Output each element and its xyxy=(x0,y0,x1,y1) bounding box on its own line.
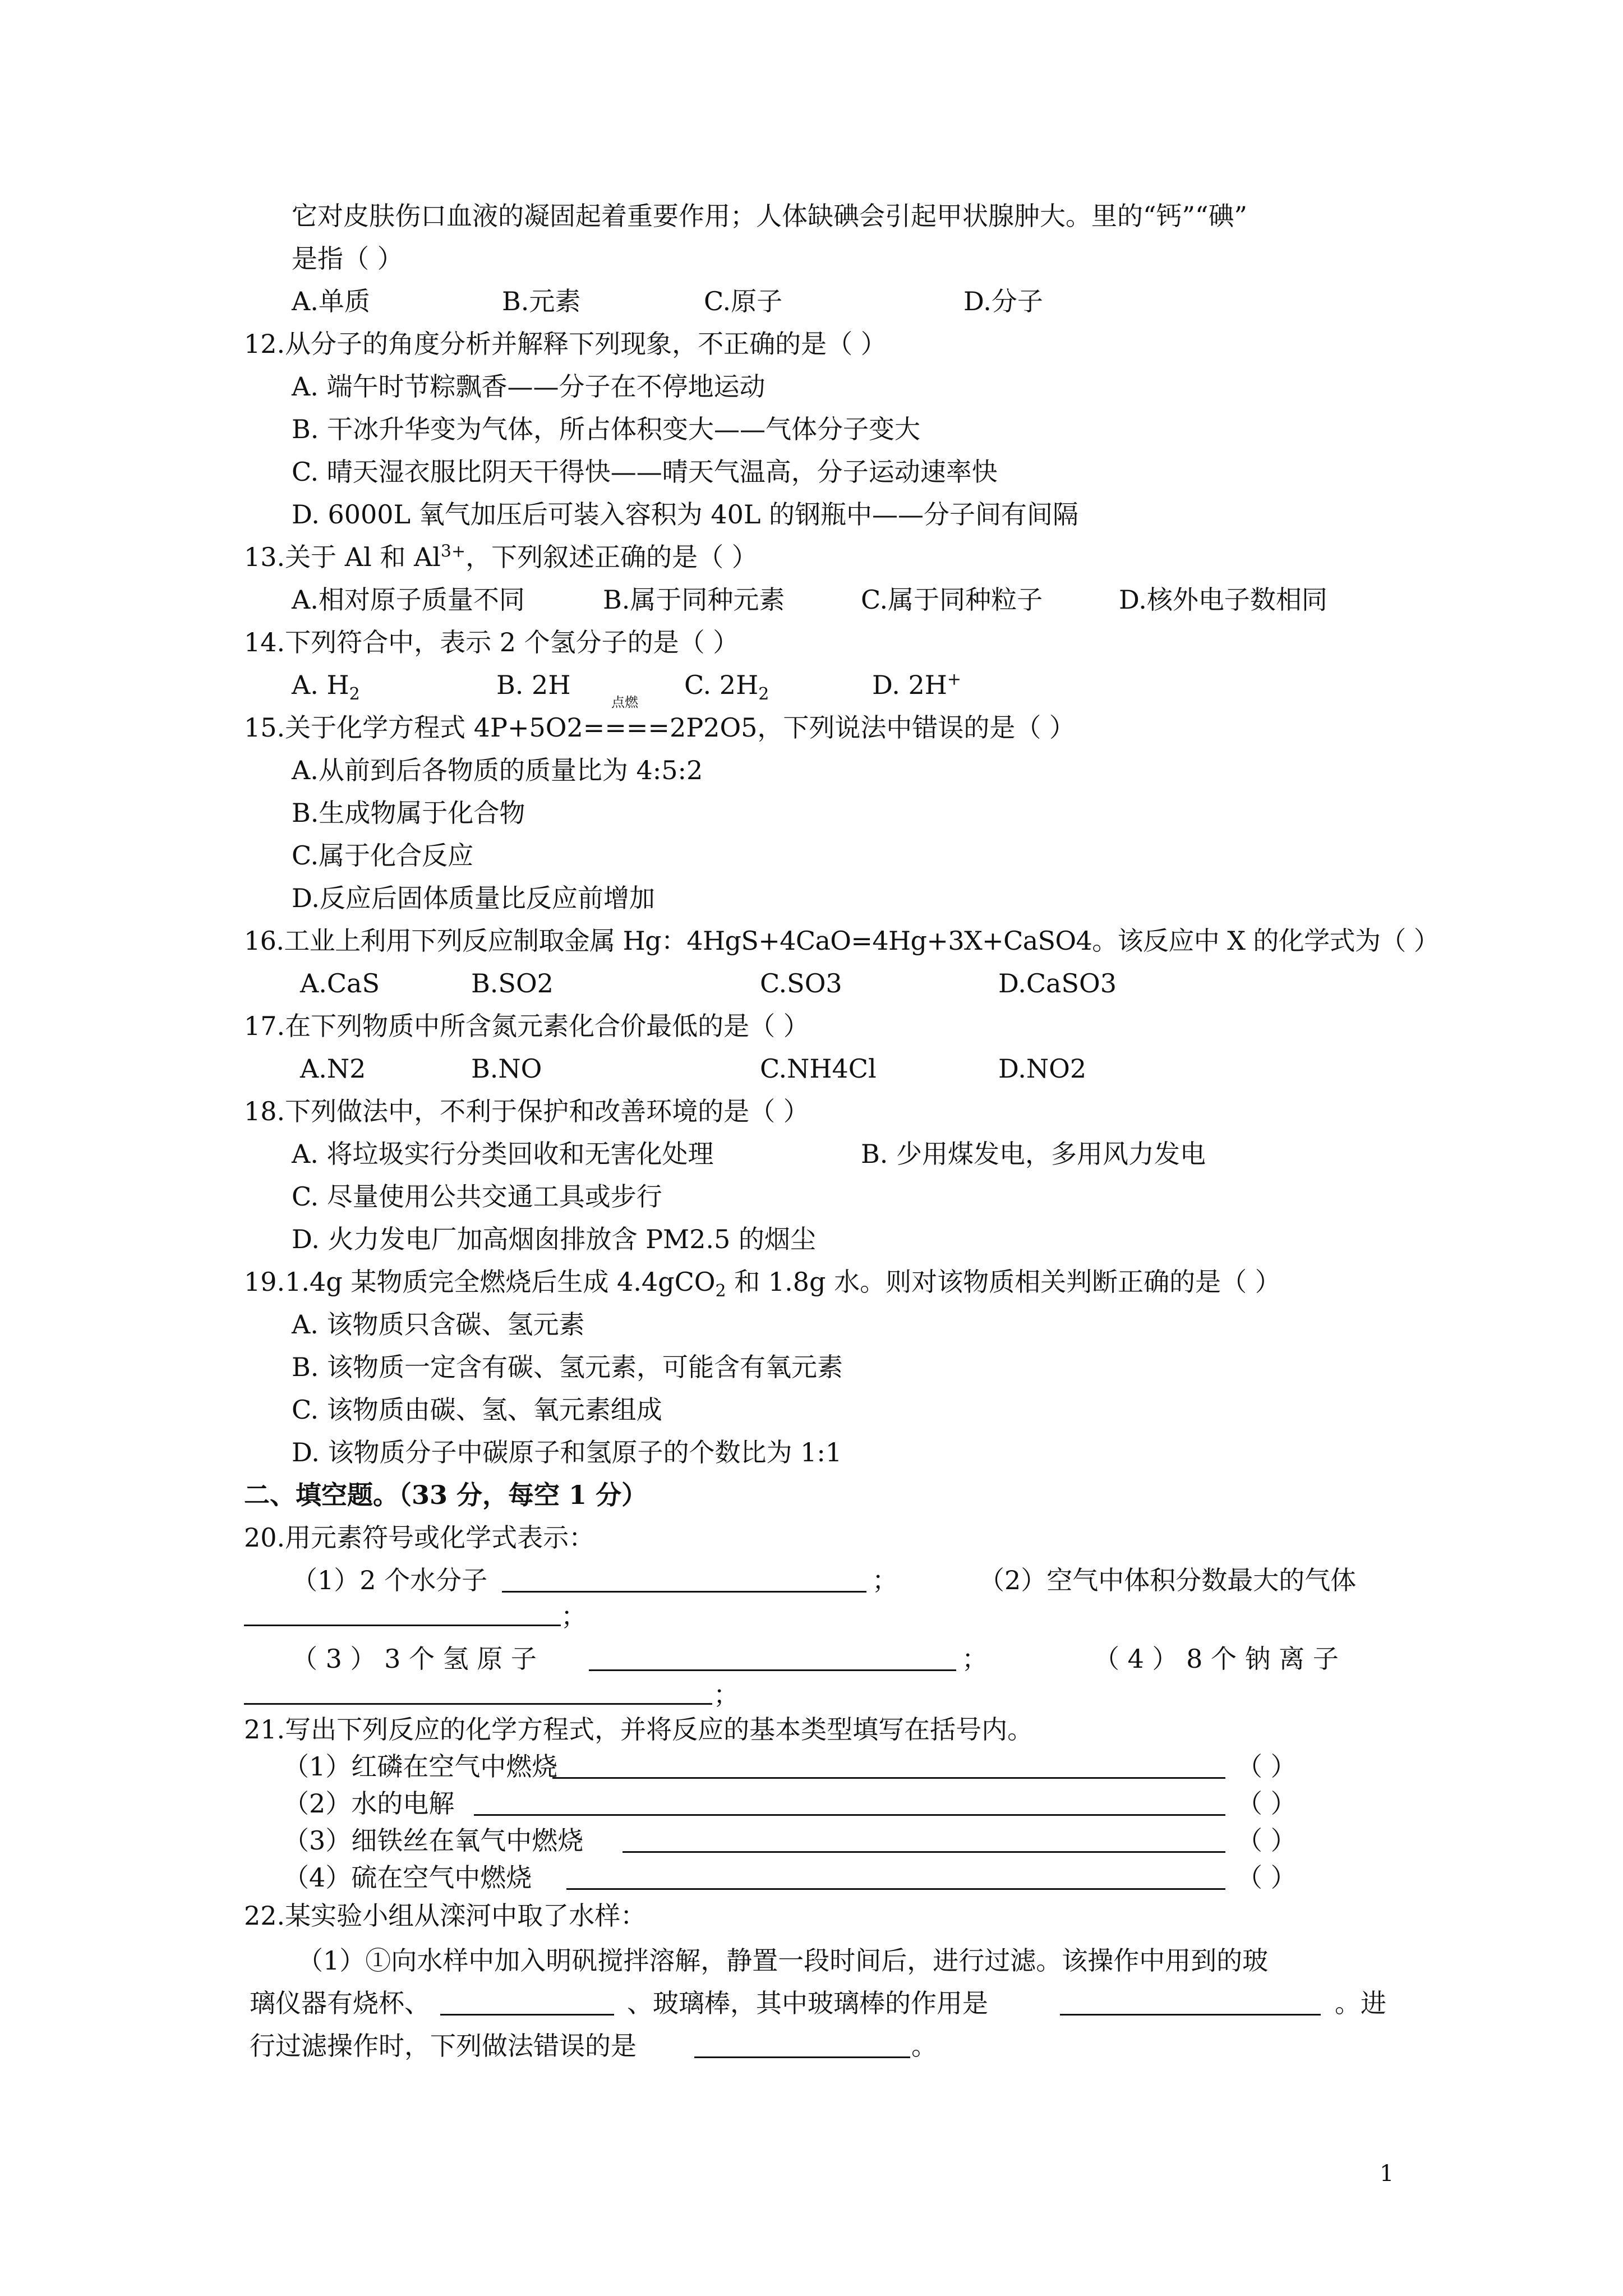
q15-option-b: B.生成物属于化合物 xyxy=(292,798,525,828)
q14-stem: 14.下列符合中，表示 2 个氢分子的是（ ） xyxy=(244,627,739,657)
q22-line2-a: 璃仪器有烧杯、 xyxy=(250,1988,430,2018)
section-heading: 二、填空题。（33 分，每空 1 分） xyxy=(244,1480,648,1510)
q20-blank-2[interactable] xyxy=(244,1625,561,1626)
q22-line1: （1）①向水样中加入明矾搅拌溶解，静置一段时间后，进行过滤。该操作中用到的玻 xyxy=(297,1945,1269,1976)
q13-stem-pre: 13.关于 Al 和 Al xyxy=(244,542,441,572)
q18-option-b: B. 少用煤发电，多用风力发电 xyxy=(861,1139,1206,1169)
q13-option-d: D.核外电子数相同 xyxy=(1119,585,1327,615)
q11-option-c: C.原子 xyxy=(704,286,783,316)
q13-charge: 3+ xyxy=(440,541,466,562)
q20-part4: （ 4 ） 8 个 钠 离 子 xyxy=(1094,1644,1339,1674)
q11-text-line2: 是指（ ） xyxy=(292,243,403,274)
q22-line2-b: 、玻璃棒，其中玻璃棒的作用是 xyxy=(627,1988,988,2018)
q20-part3: （ 3 ） 3 个 氢 原 子 xyxy=(292,1644,537,1674)
q12-stem: 12.从分子的角度分析并解释下列现象，不正确的是（ ） xyxy=(244,329,887,359)
q21-stem: 21.写出下列反应的化学方程式，并将反应的基本类型填写在括号内。 xyxy=(244,1714,1034,1745)
q21-type-3[interactable]: （ ） xyxy=(1237,1825,1297,1856)
q20-part1: （1）2 个水分子 xyxy=(292,1565,488,1595)
q12-option-a: A. 端午时节粽飘香——分子在不停地运动 xyxy=(292,371,766,402)
q17-option-d: D.NO2 xyxy=(998,1053,1087,1084)
q21-blank-1[interactable] xyxy=(552,1777,1225,1779)
q22-line3-a: 行过滤操作时，下列做法错误的是 xyxy=(250,2031,637,2061)
q22-blank-1[interactable] xyxy=(440,2014,614,2016)
q13-stem-post: ，下列叙述正确的是（ ） xyxy=(465,542,758,572)
q19-option-b: B. 该物质一定含有碳、氢元素，可能含有氧元素 xyxy=(292,1352,843,1382)
q11-text-line1: 它对皮肤伤口血液的凝固起着重要作用；人体缺碘会引起甲状腺肿大。里的“钙”“碘” xyxy=(292,201,1248,231)
q14-option-c: C. $2H_2$ xyxy=(684,670,769,705)
q21-item-1: （1）红磷在空气中燃烧 xyxy=(283,1751,558,1782)
q20-part2: （2）空气中体积分数最大的气体 xyxy=(979,1565,1357,1595)
q15-condition-label: 点燃 xyxy=(611,694,638,710)
q13-option-b: B.属于同种元素 xyxy=(603,585,785,615)
q11-option-b: B.元素 xyxy=(502,286,581,316)
q22-stem: 22.某实验小组从滦河中取了水样： xyxy=(244,1901,647,1931)
q22-blank-2[interactable] xyxy=(1060,2014,1321,2016)
q20-stem: 20.用元素符号或化学式表示： xyxy=(244,1522,595,1553)
q16-stem: 16.工业上利用下列反应制取金属 Hg：4HgS+4CaO=4Hg+3X+CaSO4。该反应中 X 的化学式为（ ） xyxy=(244,926,1440,956)
q16-option-b: B.SO2 xyxy=(471,968,554,999)
q21-item-4: （4）硫在空气中燃烧 xyxy=(283,1862,532,1893)
q19-option-c: C. 该物质由碳、氢、氧元素组成 xyxy=(292,1395,662,1425)
q22-line2-c: 。进 xyxy=(1335,1988,1386,2018)
q22-line3-b: 。 xyxy=(911,2031,937,2061)
q17-option-a: A.N2 xyxy=(300,1053,366,1084)
q20-blank-4[interactable] xyxy=(244,1703,712,1705)
q15-equals: ==== xyxy=(583,712,670,743)
q21-blank-3[interactable] xyxy=(623,1851,1225,1853)
q19-option-a: A. 该物质只含碳、氢元素 xyxy=(292,1309,585,1340)
q14-option-a: A. $H_2$ xyxy=(292,670,360,705)
q18-stem: 18.下列做法中，不利于保护和改善环境的是（ ） xyxy=(244,1096,809,1126)
q21-type-4[interactable]: （ ） xyxy=(1237,1862,1297,1893)
q11-option-d: D.分子 xyxy=(963,286,1043,316)
q21-blank-2[interactable] xyxy=(474,1814,1225,1816)
q18-option-d: D. 火力发电厂加高烟囱排放含 PM2.5 的烟尘 xyxy=(292,1224,816,1254)
q20-semicolon-1: ； xyxy=(872,1565,898,1595)
q22-blank-3[interactable] xyxy=(694,2056,910,2058)
q20-blank-1[interactable] xyxy=(502,1591,866,1593)
q12-option-d: D. 6000L 氧气加压后可装入容积为 40L 的钢瓶中——分子间有间隔 xyxy=(292,499,1079,530)
q21-blank-4[interactable] xyxy=(566,1888,1225,1890)
q14-option-b: B. 2H xyxy=(496,670,571,700)
q20-semicolon-2: ； xyxy=(561,1601,587,1631)
q20-semicolon-3: ； xyxy=(962,1644,988,1674)
q20-blank-3[interactable] xyxy=(589,1669,956,1671)
q14-option-d: D. 2H+ xyxy=(872,669,962,700)
q21-item-2: （2）水的电解 xyxy=(283,1788,455,1819)
q17-option-c: C.NH4Cl xyxy=(760,1053,877,1084)
q11-option-a: A.单质 xyxy=(292,286,370,316)
q19-option-d: D. 该物质分子中碳原子和氢原子的个数比为 1:1 xyxy=(292,1437,842,1467)
q12-option-b: B. 干冰升华变为气体，所占体积变大——气体分子变大 xyxy=(292,414,921,444)
q21-type-1[interactable]: （ ） xyxy=(1237,1751,1297,1782)
q13-option-a: A.相对原子质量不同 xyxy=(292,585,525,615)
q20-semicolon-4: ； xyxy=(713,1680,739,1710)
q18-option-a: A. 将垃圾实行分类回收和无害化处理 xyxy=(292,1139,714,1169)
q15-stem: 15.关于化学方程式 4P+5O2====2P2O5，下列说法中错误的是（ ） xyxy=(244,712,1076,743)
page-number: 1 xyxy=(1380,2161,1394,2187)
q15-option-a: A.从前到后各物质的质量比为 4:5:2 xyxy=(292,755,703,785)
q13-stem xyxy=(244,541,758,572)
q16-option-d: D.CaSO3 xyxy=(998,968,1117,999)
q16-option-c: C.SO3 xyxy=(760,968,842,999)
q21-type-2[interactable]: （ ） xyxy=(1237,1788,1297,1819)
q13-option-c: C.属于同种粒子 xyxy=(861,585,1043,615)
q15-option-c: C.属于化合反应 xyxy=(292,840,474,871)
q15-option-d: D.反应后固体质量比反应前增加 xyxy=(292,883,655,913)
q12-option-c: C. 晴天湿衣服比阴天干得快——晴天气温高，分子运动速率快 xyxy=(292,457,998,487)
q21-item-3: （3）细铁丝在氧气中燃烧 xyxy=(283,1825,584,1856)
q18-option-c: C. 尽量使用公共交通工具或步行 xyxy=(292,1181,662,1212)
q19-stem: 19.1.4g 某物质完全燃烧后生成 4.4gCO$_2$ 和 1.8g 水。则对该物质相关判断正确的是（ ） xyxy=(244,1267,1281,1301)
q17-option-b: B.NO xyxy=(471,1053,542,1084)
q16-option-a: A.CaS xyxy=(300,968,380,999)
q17-stem: 17.在下列物质中所含氮元素化合价最低的是（ ） xyxy=(244,1011,809,1041)
